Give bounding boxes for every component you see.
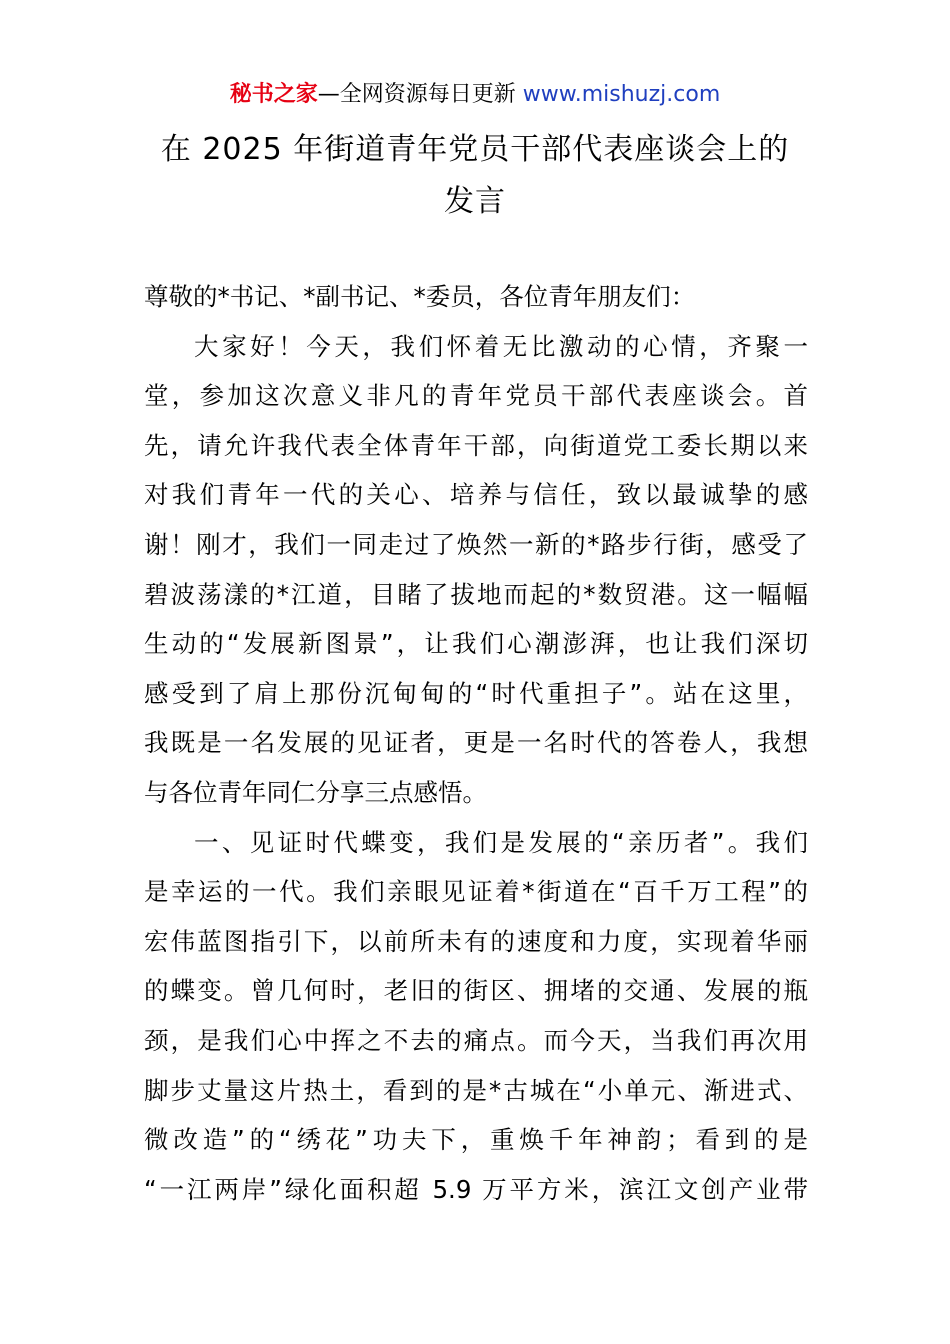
document-title [120, 124, 830, 228]
site-tagline: —全网资源每日更新 [317, 82, 516, 107]
paragraph-line: 宏伟蓝图指引下，以前所未有的速度和力度，实现着华丽 [144, 926, 808, 956]
salutation-paragraph [144, 272, 808, 322]
paragraph-line: 脚步丈量这片热土，看到的是*古城在“小单元、渐进式、 [144, 1075, 808, 1105]
salutation: 尊敬的*书记、*副书记、*委员，各位青年朋友们： [144, 282, 696, 311]
paragraph-line: 我既是一名发展的见证者，更是一名时代的答卷人，我想 [144, 728, 808, 758]
paragraph-line: 一、见证时代蝶变，我们是发展的“亲历者”。我们 [194, 827, 808, 857]
paragraph-line: 微改造”的“绣花”功夫下，重焕千年神韵；看到的是 [144, 1125, 808, 1155]
paragraph-line: 与各位青年同仁分享三点感悟。 [144, 777, 487, 807]
paragraph-line: 碧波荡漾的*江道，目睹了拔地而起的*数贸港。这一幅幅 [144, 579, 808, 609]
site-brand: 秘书之家 [229, 82, 318, 107]
title-line: 发言 [444, 184, 506, 219]
paragraph-line: 生动的“发展新图景”，让我们心潮澎湃，也让我们深切 [144, 629, 808, 659]
paragraph-line: 感受到了肩上那份沉甸甸的“时代重担子”。站在这里， [144, 678, 808, 708]
site-header [0, 80, 950, 110]
site-url: www.mishuzj.com [522, 82, 721, 107]
document-body [144, 272, 808, 1214]
paragraph-line: 堂，参加这次意义非凡的青年党员干部代表座谈会。首 [144, 381, 808, 411]
paragraph-line: 对我们青年一代的关心、培养与信任，致以最诚挚的感 [144, 480, 808, 510]
paragraph-line: 先，请允许我代表全体青年干部，向街道党工委长期以来 [144, 430, 808, 460]
paragraph-line: 颈，是我们心中挥之不去的痛点。而今天，当我们再次用 [144, 1025, 808, 1055]
body-paragraph [144, 322, 808, 818]
paragraph-line: 的蝶变。曾几何时，老旧的街区、拥堵的交通、发展的瓶 [144, 976, 808, 1006]
paragraph-line: 谢！刚才，我们一同走过了焕然一新的*路步行街，感受了 [144, 529, 808, 559]
body-paragraph [144, 818, 808, 1215]
title-line: 在 2025 年街道青年党员干部代表座谈会上的 [160, 132, 790, 167]
paragraph-line: “一江两岸”绿化面积超 5.9 万平方米，滨江文创产业带 [144, 1174, 808, 1204]
paragraph-line: 是幸运的一代。我们亲眼见证着*街道在“百千万工程”的 [144, 877, 808, 907]
paragraph-line: 大家好！今天，我们怀着无比激动的心情，齐聚一 [194, 331, 808, 361]
